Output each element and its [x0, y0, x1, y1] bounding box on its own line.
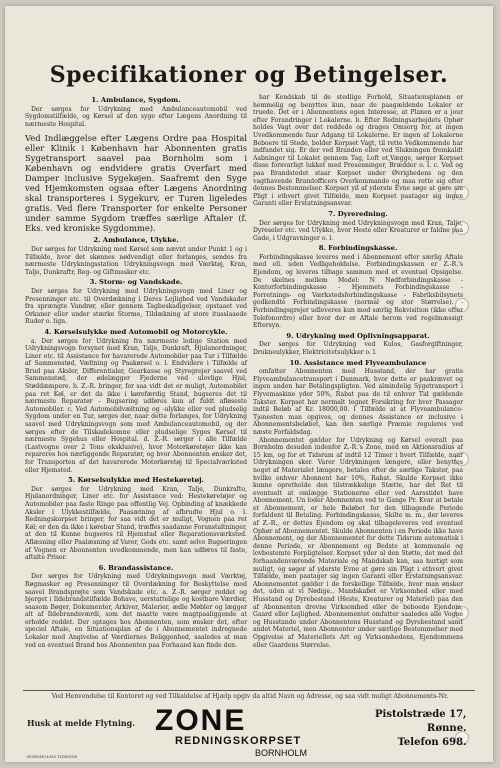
logo-wordmark: ZONE: [155, 704, 247, 737]
page-title: Specifikationer og Betingelser.: [49, 62, 449, 88]
document-page: [5, 6, 493, 762]
section-heading: 8. Forbindingskasse.: [318, 244, 398, 253]
left-column: [25, 94, 247, 649]
printer-mark: BORNHOLMS TIDENDE: [27, 754, 78, 759]
section-text: Abonnementet gælder for Udrykning og Kørsel overalt paa Bornholm desuden indenfor Z.-R.'s Zone, med en Aktionsradius af 15 km, og for et Tidsrum af indtil 12 Timer i hvert Tilfælde, naar Udrykningen sker. Varer Udrykningen længere, eller benyttes noget af Materialet længere, betales efter de særlige Takster, paa hvilke enhver Abonnent har 10%, Rabat. Skulde Korpset ikke kunne opretholde den tilstrækkelige Stætte, har det Ret til eventuelt at omlægge Stationerne eller ved Aarsstidet have Abonnement. Un loder Abonnenten ved to Gange Pr. Kvar at betale et Abonnement, er hele Beløbet for den tilbagende Periode forfaldent til Betaling. Forbindingskasse, Skilte m. m., der leveres af Z.-R., er dettes Ejendom og skal tilbageleveres ved eventuel Ophør af Abonnementet. Skulde Abonnenten i en Periode ikke have Abonnement, og der Abonnementet for dette Tidsrum automatisk i denne Periode, er Abonnement og Bedste at kommunale og lovbestemte Forpligtelser. Korpset yder al den Støtte, det med det forhaandenværende Materiale og Mandskab kan, saa hurtigt som muligt, og søger af yderste Evne at gøre sin Pligt i ethvert givet Tilfælde, men paatager sig ingen Garanti eller Erstatningsansvar. Abonnementet gælder i de forskellige Tilfælde, hvor man ønsker det, uden at vi Nødige.. Mandskabet er Virksomhed eller med Husstand og Dyrebestand (Heste, Kreaturer og Materiel) paa den af Abonnenten drevne Virksomhed eller de beboede Ejendom, Gaard eller Lejlighed. Abonnementet omfatter saaledes alle Vogne og Husstande under Abonnentens Husstand og Dyrebestand samt andet Materiel, men Abonnenter under særlige Bestemmelser med Opgivelse af Materiellets Art og Virksomhedens, Ejendommens eller Gaardens Størrelse.: [253, 436, 463, 649]
section-heading: 4. Kørselsulykke med Automobil og Motorcykle.: [44, 327, 228, 336]
section-heading: 3. Storm- og Vandskade.: [89, 278, 183, 287]
section-text: Der sørges for Udrykning med Udrykningsvogn med Værktøj, Røgmasker og Presenninger til Overdækning for Beskyttelse mod saavel Brandsprøjte som Vandskade etc. a. Z.-R. sørger reddet og bjerget i Ildebrandstilfælde Bohave, uerstattelige og kostbare Værdier, saasom Bøger, Dokumenter, Arkiver, Malerier, ædle Møbler og lægger alt af Ildebrandsværdi, som det maatte være magtpaaliggende at erholde reddet. Der optages hos Abonnenten, som ønsker det, efter speciel Aftale, en Situationsplan af de i Abonnementet indregnede Lokaler med Angivelse af Værdiernes Beliggenhed, saaledes at man ved en eventuel Brand hos Abonnenten paa Forhaand kan finde den.: [25, 573, 247, 649]
section-text: Der sørges for Udrykning ved Kulos, Gasforgiftninger, Drukneulykker, Elektricitetsulykker o. l.: [253, 341, 463, 356]
logo-city: BORNHOLM: [255, 748, 308, 758]
section-text: Der sørges for Udrykning med Ambulanceautomobil ved Sygdomstilfælde, og Kørsel af den syge efter Lægens Anordning til nærmeste Hospital.: [25, 105, 247, 128]
contact-note: Ved Henvendelse til Kontoret og ved Tilkaldelse af Hjælp opgiv da altid Navn og Adresse, og saa vidt muligt Abonnements-Nr.: [51, 693, 449, 700]
section-heading: 10. Assistance med Flyveambulance: [289, 358, 427, 367]
right-column: [253, 94, 463, 649]
address-phone: Telefon 698.: [397, 737, 467, 748]
section-text: Forbindingskasse leveres med i Abonnement efter særlig Aftale med ell. uden Vedligeholdelse. Forbindingskassen er Z.-R.'s Ejendom, og leveres tilbage sammen med et eventuel Opsigelse. De skelnes mellem Model: N Nødforbindingskasse - Kontorforbindingskasse - Hjemmets Forbindingskasse - Forretnings- og Værkstedsforbindingskasse - Fabriksbilsynets godkendte Forbindingskasse (normal og stor Størrelse). - Forbindingsgrejer udleveres kun mod særlig Rekvisition (ikke efter Telefonordre) eller hvor der er Aftale herom ved regelmæssigt Eftersyn.: [253, 253, 463, 330]
section-text: Der sørges for Udrykning med Udrykningsvogn med Liner og Presenninger etc. til Overdækning i Deres Lejlighed ved Vandskader fra sprængte Vandrør, eller gennem Tagbeskadigelser, opstaaet ved Orkaner eller under stærke Storme, Tildækning af store itusslaaede Ruder o. lign.: [25, 287, 247, 326]
section-text: Der sørges for Udrykning med Kørsel som nævnt under Punkt 1 og i Tilfælde, hvor det skønnes nødvendigt eller forlanges, sendes fra nærmeste Udrykningsstation Udrykningsvogn med Værktøj, Kran, Talje, Dunkraftr, Reg- og Giftmasker etc.: [25, 245, 247, 276]
section-text: har Kendskab til de stedlige Forhold, Situationsplanen er hemmelig og benyttes kun, naar de paagældende Lokaler er truede. Det er i Abonnentens egen Interesse, at Planen er a jour efter Forandringer i Lokalerne. b. Efter Redningsarbejdets Ophør holdes Vagt over det reddede og drages Omsorg for, at ingen Uvedkommende faar Adgang til Lokalerne. Er ingen af Lokalerne Beboere til Stede, bolder Korpset Vagt, til rette Vedkommende har indfundet sig. Er der ved Branden eller ved Slukningen fremkaldt Aabninger til Lokalet gennem Tag, Loft et,Vægge, sørger Korpset disse forsvarligt lukket med Presenninger, Brædder o. l. c. Ved og paa Brandstedet staar Korpset under Øvrighedens og den vagthavende Brandofficers Overkommando og maa rette sig efter dennes Bestemmelser. Korpset yil af yderste Evne søge at gøre sin Pligt i ethvert givet Tilfælde, men Korpset paatager sig ingen Garanti eller Erstatningsansvar.: [253, 94, 463, 208]
logo-subtitle: REDNINGSKORPSET: [175, 735, 302, 747]
section-heading: 1. Ambulance, Sygdom.: [91, 96, 181, 104]
highlight-text: Ved Indlæggelse efter Lægens Ordre paa Hospital eller Klinik i København har Abonnenten gratis Sygetransport saavel paa Bornholm som i København og endvidere gratis Overfart med Damper inclusive Sygekøjen. Saafremt den Syge ved Hjemkomsten ogsaa efter Lægens Anordning skal transporteres i Sygekurv, er Turen ligeledes gratis. Ved flere Transporter for enkelte Personer under samme Sygdom træffes særlige Aftaler (f. Eks. ved kroniske Sygdomme).: [25, 133, 247, 234]
address-block: [375, 708, 467, 750]
divider: [23, 690, 475, 691]
address-street: Pistolstræde 17,: [375, 709, 467, 720]
section-heading: 5. Kørselsulykke med Hestekøretøj.: [68, 476, 204, 485]
section-text: a. Der sørges for Udrykning fra nærmeste ledige Station med Udrykningsvogn forsynet med Kran, Talje, Dunkraft, Hjulanordninger, Liner etc. til Assistance for havarerede Automobiler paa Tur i Tilfælde af Sammenstød, Væltning og Paakørsel o. l. Endvidere i Tilfælde af Brud paa Aksler, Differentialer, Gearkasse og Styregrejer saavel ved Sammenstød, der ødelægger Fjederne ved ulovlige Hjul, Støddæmpere. b. Z.-R. bringer, for saa vidt det er muligt, Automobilet paa ret Køl, er det da ikke i kørefærdig Stand, bugseres det til nærmeste Reparatør – Bugsering udføres kun af fuldt afløseste Automobiler. c. Ved Automobilvæltning og -ulykke eller ved pludselig Sygdom under en Tur, sørges der, naar dette forlanges, for Udrykning saavel med Udrykningsvogn som med Ambulanceautomobil, og der sørges efter de Tilskadekomne eller pludselige Syges Kørsel til nærmeste Sygehus eller Hospital. d. Z.-R. sørger i alle Tilfælde (Lastvogne over 2 Tons eksklusive), hvor Motorkøretøjer ikke kan repareres hos nærliggende Reparatør, og hvor Abonnenten ønsker det, for Transporten af det havarerede Motorkøretøj til Specialværksted eller Hjemsted.: [25, 337, 247, 474]
section-heading: 7. Dyreredning.: [328, 209, 388, 218]
section-heading: 9. Udrykning med Oplivningsapparat.: [286, 331, 430, 340]
section-text: Der sørges for Udrykning med Kran, Talje, Dunkrafto, Hjulanordninger, Liner etc. for Assistance ved: Hestekøretøjer og Automobiler paa faste Ringe paa offentlig Vej. Opbinding af knækkede Aksler i Ulykkestilfælde, Paasætning af afbrudte Hjul o. l. Redningskorpset bringer, for saa vidt det er muligt, Vognen paa ret Køl; er den da ikke i kørebar Stand, træffes saadanne Foranstaltninger, at den til Kunne bugseres til Hjemstad eller Reparationsværksted. Aflæsning eller Paalæsning af Varer, Gods etc. samt selve Bugseringen af Vognen er Abonnenten uvedkommende, men kan udføres til faste, aftalte Priser.: [25, 485, 247, 562]
section-text: Der sørges for Udrykning med Udrykningsvogn med Kran, Talje, Dyreseler etc. ved Ulykke, hvor Heste eller Kreaturer er faldne paa Gade, i Udgravninger o. l.: [253, 219, 463, 242]
section-text: omfatter Abonnenten med Husstand, der har gratis Flyveambulancetransport i Danmark, hvor dette er paakrævet og ingen anden har Betalingspligten. Ved almindelig Sygetransport i Flyvemaskine yder 50%, Rabat paa de til enhver Tid gældende Takster. Korpset har normalt tegnet Forsikring for hver Passager indtil Beløb af Kr. 18000,00. I Tilfælde at at Flyveambulance-Tjenesten man opgives, og dennes Assistance er inclusive i Abonnementsbeløbet, kan den særlige Præmie reguleres ved næste Forfaldsdag.: [253, 368, 463, 436]
section-heading: 6. Brandassistance.: [98, 563, 174, 572]
moving-notice: Husk at melde Flytning.: [27, 718, 136, 728]
address-city: Rønne.: [426, 723, 467, 734]
section-heading: 2. Ambulance, Ulykke.: [93, 236, 179, 245]
